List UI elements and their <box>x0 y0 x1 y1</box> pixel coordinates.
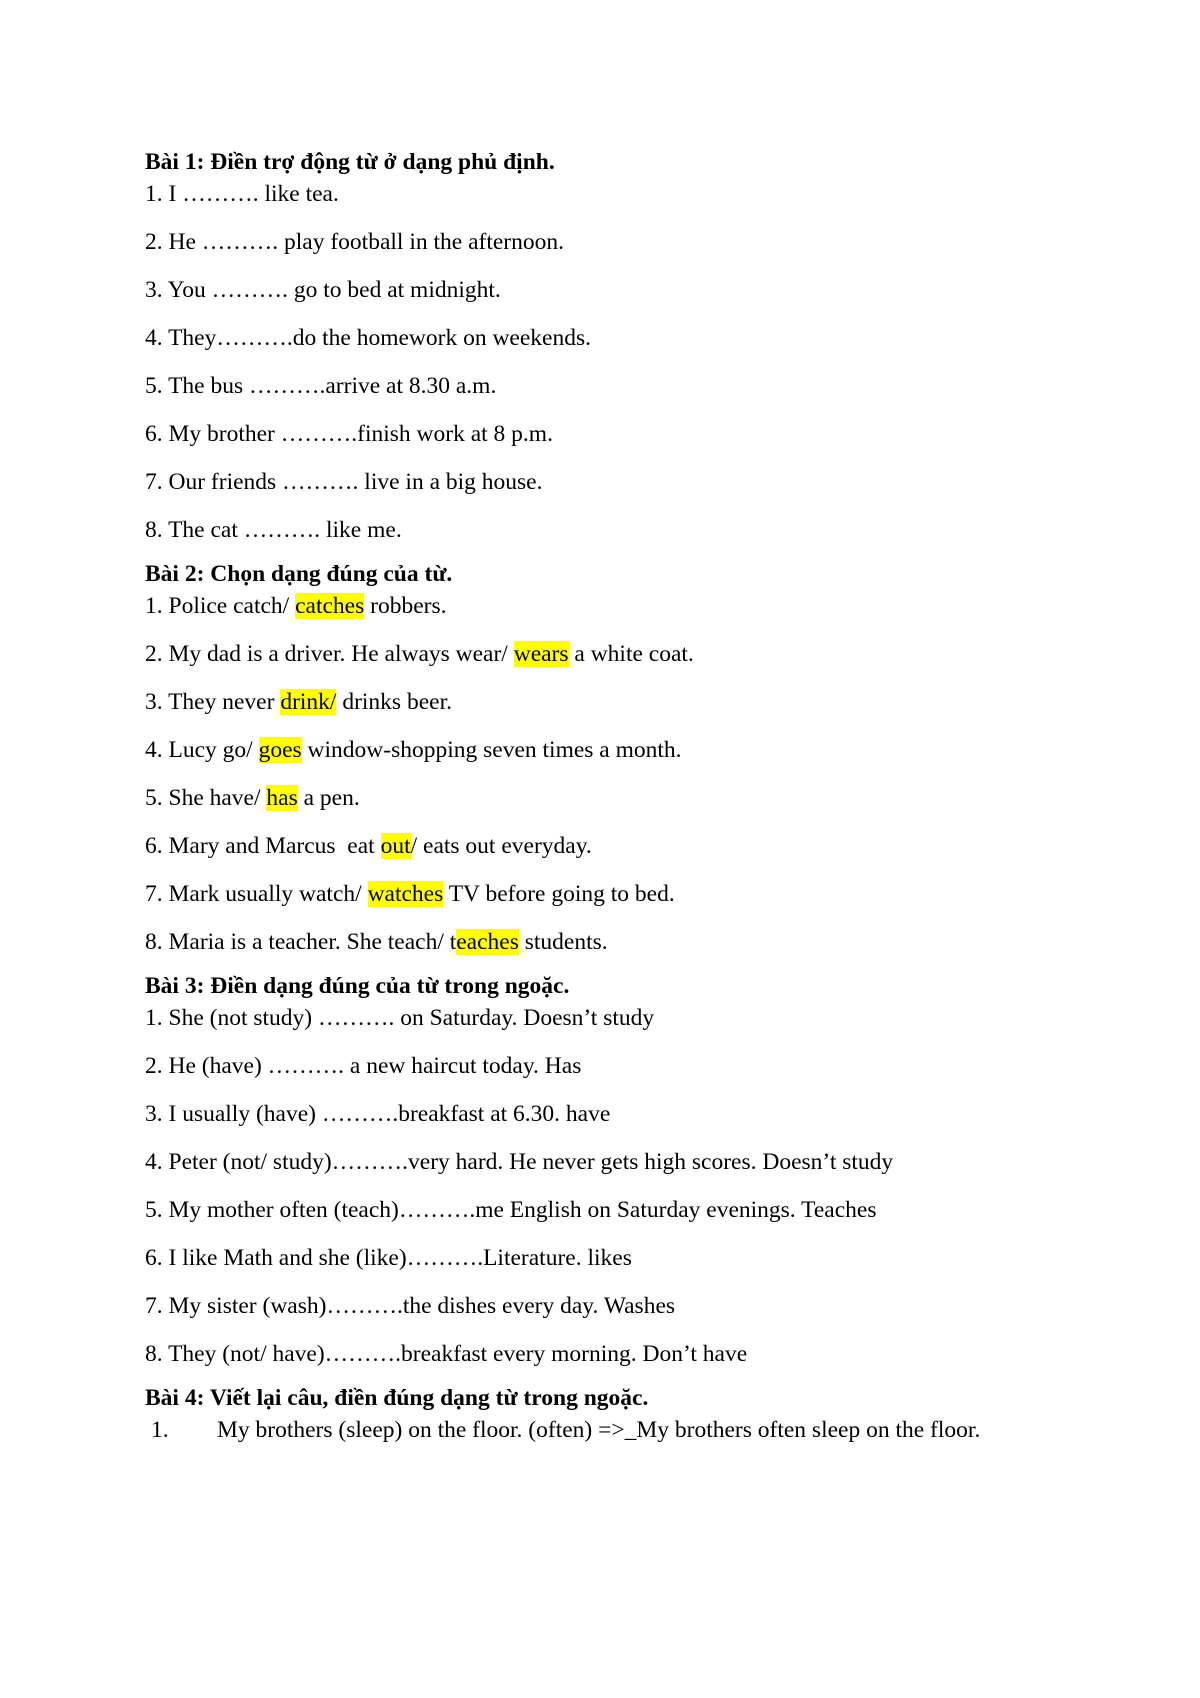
exercise-1-item-6: 6. My brother ……….finish work at 8 p.m. <box>145 421 553 447</box>
exercise-1 <box>145 146 1060 546</box>
item-text-before: 6. Mary and Marcus eat <box>145 833 381 859</box>
exercise-2 <box>145 558 1060 958</box>
highlighted-answer: watches <box>367 881 444 907</box>
exercise-3-item-7: 7. My sister (wash)……….the dishes every day. Washes <box>145 1293 676 1319</box>
item-text-before: 4. Lucy go/ <box>145 737 259 763</box>
exercise-1-title: Bài 1: Điền trợ động từ ở dạng phủ định. <box>145 149 555 175</box>
item-text-after: / eats out everyday. <box>410 833 592 859</box>
item-text-after: a white coat. <box>568 641 694 667</box>
exercise-3-item-4: 4. Peter (not/ study)……….very hard. He never gets high scores. Doesn’t study <box>145 1149 894 1175</box>
item-text-after: students. <box>518 929 608 955</box>
item-text-after: TV before going to bed. <box>443 881 675 907</box>
item-text-before: 3. They never <box>145 689 281 715</box>
highlighted-answer: out <box>380 833 411 859</box>
highlighted-answer: goes <box>258 737 302 763</box>
item-text-after: drinks beer. <box>336 689 452 715</box>
item-text-before: 1. Police catch/ <box>145 593 296 619</box>
list-number: 1. <box>151 1417 169 1443</box>
exercise-4 <box>145 1382 1060 1446</box>
exercise-3-item-8: 8. They (not/ have)……….breakfast every morning. Don’t have <box>145 1341 748 1367</box>
exercise-3-title: Bài 3: Điền dạng đúng của từ trong ngoặc. <box>145 973 570 999</box>
item-text-after: window-shopping seven times a month. <box>301 737 682 763</box>
list-item-text: My brothers (sleep) on the floor. (often) =>_My brothers often sleep on the floor. <box>217 1417 981 1443</box>
exercise-2-item-8 <box>145 926 1060 958</box>
exercise-4-title: Bài 4: Viết lại câu, điền đúng dạng từ trong ngoặc. <box>145 1385 649 1411</box>
exercise-2-item-5 <box>145 782 1060 814</box>
item-text-before: 2. My dad is a driver. He always wear/ <box>145 641 514 667</box>
exercise-1-item-8: 8. The cat ………. like me. <box>145 517 402 543</box>
item-text-before: 5. She have/ <box>145 785 267 811</box>
exercise-1-item-2: 2. He ………. play football in the afternoon. <box>145 229 564 255</box>
exercise-2-item-4 <box>145 734 1060 766</box>
highlighted-answer: has <box>266 785 298 811</box>
exercise-2-item-6 <box>145 830 1060 862</box>
exercise-3 <box>145 970 1060 1370</box>
highlighted-answer: eaches <box>456 929 519 955</box>
exercise-2-item-3 <box>145 686 1060 718</box>
item-text-after: robbers. <box>364 593 447 619</box>
item-text-before: 8. Maria is a teacher. She teach/ t <box>145 929 457 955</box>
exercise-1-item-7: 7. Our friends ………. live in a big house. <box>145 469 543 495</box>
highlighted-answer: drink/ <box>280 689 337 715</box>
exercise-2-item-7 <box>145 878 1060 910</box>
exercise-2-title: Bài 2: Chọn dạng đúng của từ. <box>145 561 453 587</box>
item-text-before: 7. Mark usually watch/ <box>145 881 368 907</box>
exercise-3-item-2: 2. He (have) ………. a new haircut today. Has <box>145 1053 582 1079</box>
highlighted-answer: catches <box>295 593 365 619</box>
exercise-3-item-5: 5. My mother often (teach)……….me English on Saturday evenings. Teaches <box>145 1197 877 1223</box>
exercise-1-item-3: 3. You ………. go to bed at midnight. <box>145 277 501 303</box>
exercise-2-item-1 <box>145 590 1060 622</box>
exercise-2-item-2 <box>145 638 1060 670</box>
exercise-1-item-4: 4. They……….do the homework on weekends. <box>145 325 591 351</box>
exercise-3-item-1: 1. She (not study) ………. on Saturday. Doesn’t study <box>145 1005 655 1031</box>
exercise-3-item-3: 3. I usually (have) ……….breakfast at 6.30. have <box>145 1101 611 1127</box>
exercise-1-item-1: 1. I ………. like tea. <box>145 181 339 207</box>
document-page <box>145 146 1060 1446</box>
highlighted-answer: wears <box>513 641 569 667</box>
exercise-4-item-1 <box>145 1414 1060 1446</box>
item-text-after: a pen. <box>297 785 360 811</box>
exercise-1-item-5: 5. The bus ……….arrive at 8.30 a.m. <box>145 373 497 399</box>
exercise-3-item-6: 6. I like Math and she (like)……….Literature. likes <box>145 1245 632 1271</box>
